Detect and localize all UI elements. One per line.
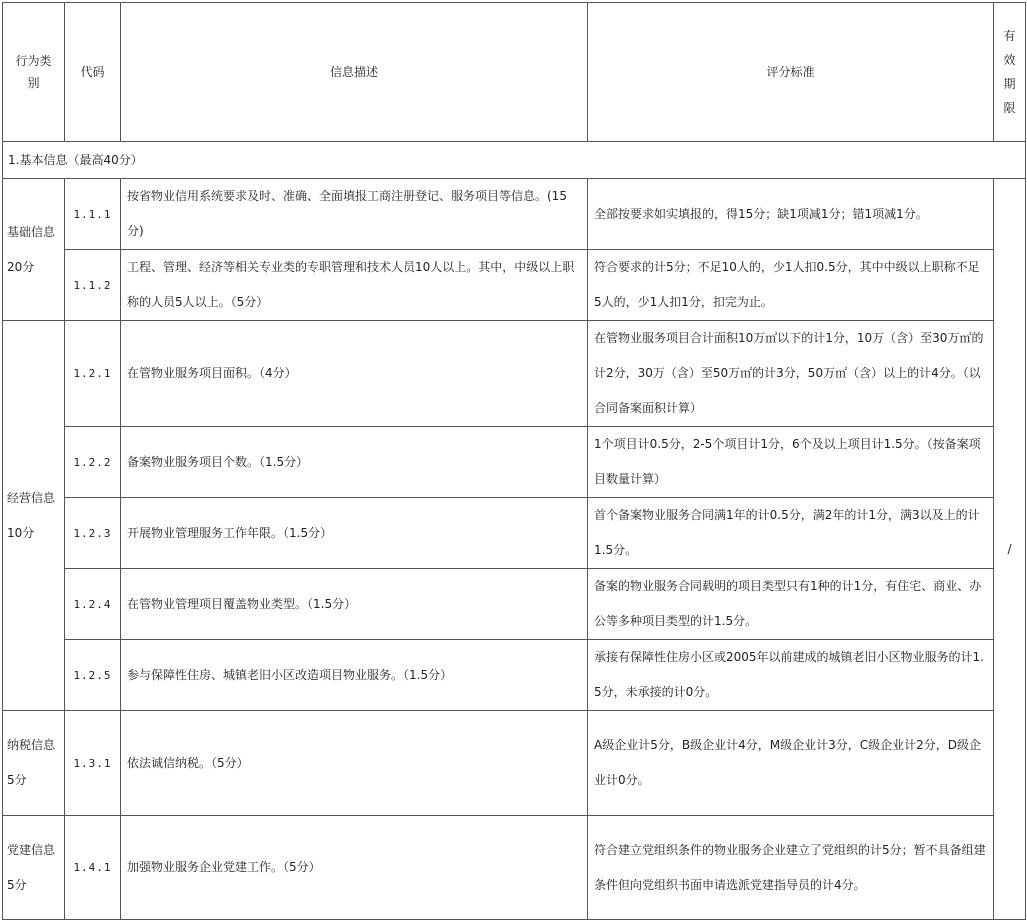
code-cell: 1.4.1 <box>65 816 121 920</box>
header-code: 代码 <box>65 3 121 142</box>
category-cell: 经营信息10分 <box>3 321 65 711</box>
header-validity-char: 有 <box>1003 29 1016 43</box>
description-cell: 依法诚信纳税。（5分） <box>121 711 588 816</box>
description-cell: 开展物业管理服务工作年限。（1.5分） <box>121 498 588 569</box>
code-cell: 1.1.1 <box>65 179 121 250</box>
table-row <box>3 250 1026 321</box>
criteria-cell: 1个项目计0.5分，2-5个项目计1分，6个及以上项目计1.5分。（按备案项目数量计算） <box>588 427 994 498</box>
table-row <box>3 640 1026 711</box>
table-row <box>3 179 1026 250</box>
code-cell: 1.2.3 <box>65 498 121 569</box>
description-cell: 备案物业服务项目个数。（1.5分） <box>121 427 588 498</box>
section-title: 1.基本信息（最高40分） <box>3 142 1026 179</box>
criteria-cell: 承接有保障性住房小区或2005年以前建成的城镇老旧小区物业服务的计1.5分，未承接的计0分。 <box>588 640 994 711</box>
criteria-cell: 符合建立党组织条件的物业服务企业建立了党组织的计5分；暂不具备组建条件但向党组织书面申请选派党建指导员的计4分。 <box>588 816 994 920</box>
criteria-cell: 全部按要求如实填报的，得15分；缺1项减1分；错1项减1分。 <box>588 179 994 250</box>
criteria-cell: 符合要求的计5分；不足10人的，少1人扣0.5分，其中中级以上职称不足5人的，少1人扣1分，扣完为止。 <box>588 250 994 321</box>
header-category: 行为类别 <box>3 3 65 142</box>
code-cell: 1.2.4 <box>65 569 121 640</box>
header-validity-char: 限 <box>1003 101 1016 115</box>
description-cell: 工程、管理、经济等相关专业类的专职管理和技术人员10人以上。其中，中级以上职称的人员5人以上。（5分） <box>121 250 588 321</box>
code-cell: 1.2.5 <box>65 640 121 711</box>
description-cell: 在管物业管理项目覆盖物业类型。（1.5分） <box>121 569 588 640</box>
description-cell: 加强物业服务企业党建工作。（5分） <box>121 816 588 920</box>
criteria-cell: 在管物业服务项目合计面积10万㎡以下的计1分，10万（含）至30万㎡的计2分，30万（含）至50万㎡的计3分，50万㎡（含）以上的计4分。（以合同备案面积计算） <box>588 321 994 427</box>
header-validity <box>994 3 1026 142</box>
criteria-cell: A级企业计5分，B级企业计4分，M级企业计3分，C级企业计2分，D级企业计0分。 <box>588 711 994 816</box>
table-row <box>3 569 1026 640</box>
header-row <box>3 3 1026 142</box>
criteria-cell: 首个备案物业服务合同满1年的计0.5分，满2年的计1分，满3以及上的计1.5分。 <box>588 498 994 569</box>
criteria-cell: 备案的物业服务合同载明的项目类型只有1种的计1分，有住宅、商业、办公等多种项目类型的计1.5分。 <box>588 569 994 640</box>
header-criteria: 评分标准 <box>588 3 994 142</box>
category-cell: 基础信息20分 <box>3 179 65 321</box>
table-row <box>3 816 1026 920</box>
code-cell: 1.3.1 <box>65 711 121 816</box>
description-cell: 参与保障性住房、城镇老旧小区改造项目物业服务。（1.5分） <box>121 640 588 711</box>
header-validity-char: 效 <box>1003 53 1016 67</box>
table-row <box>3 711 1026 816</box>
code-cell: 1.2.2 <box>65 427 121 498</box>
code-cell: 1.1.2 <box>65 250 121 321</box>
validity-cell: / <box>994 179 1026 920</box>
description-cell: 在管物业服务项目面积。（4分） <box>121 321 588 427</box>
table-row <box>3 321 1026 427</box>
scoring-table <box>2 2 1026 920</box>
category-cell: 党建信息5分 <box>3 816 65 920</box>
table-row <box>3 498 1026 569</box>
header-validity-char: 期 <box>1003 77 1016 91</box>
header-description: 信息描述 <box>121 3 588 142</box>
section-row <box>3 142 1026 179</box>
category-cell: 纳税信息5分 <box>3 711 65 816</box>
table-row <box>3 427 1026 498</box>
code-cell: 1.2.1 <box>65 321 121 427</box>
description-cell: 按省物业信用系统要求及时、准确、全面填报工商注册登记、服务项目等信息。(15分) <box>121 179 588 250</box>
